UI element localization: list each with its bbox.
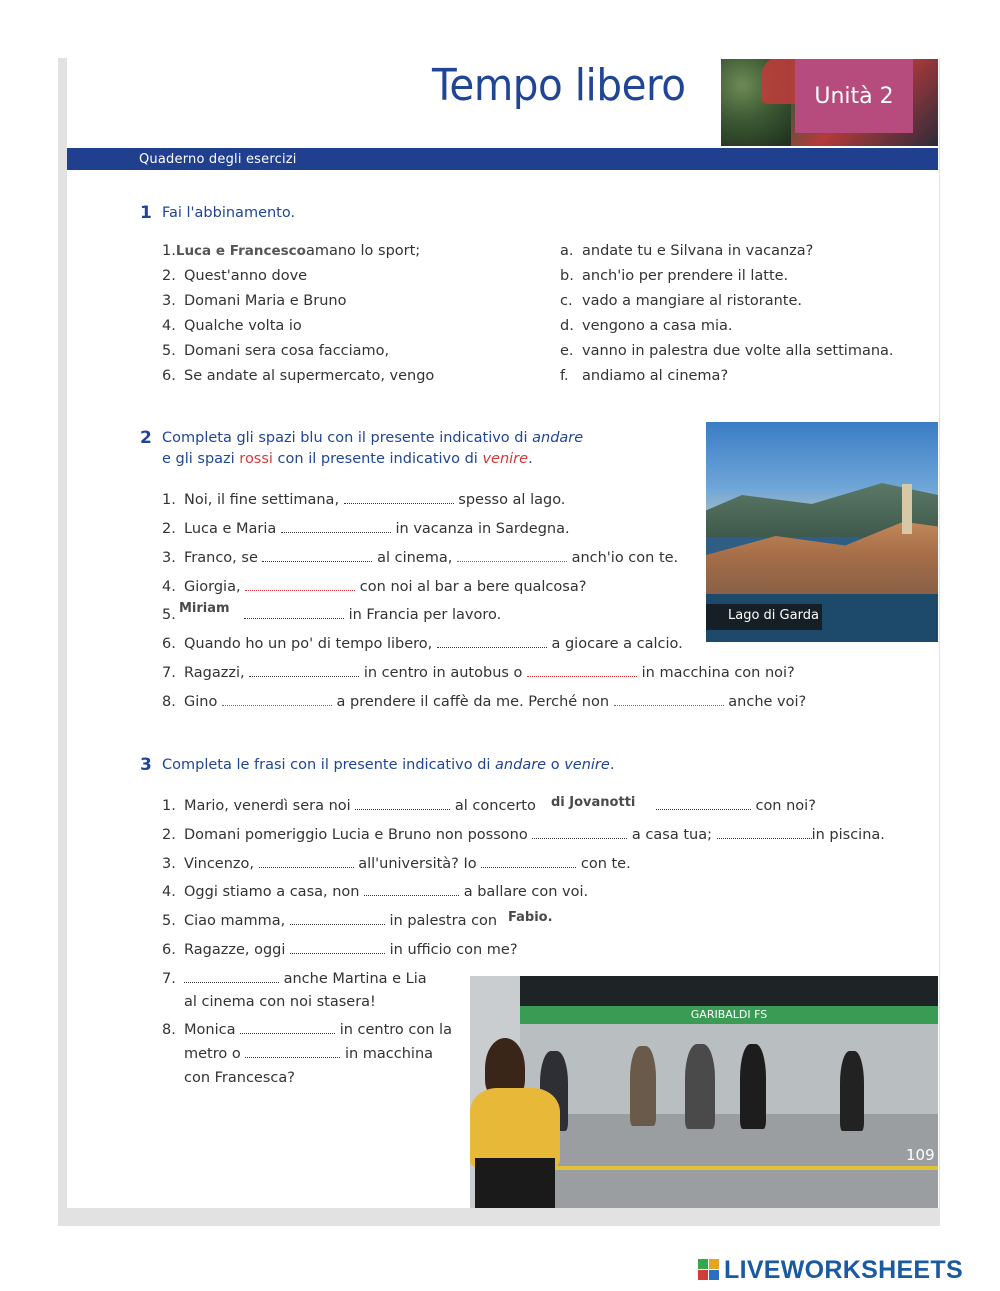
- ex3-item-7: 7. anche Martina e Lia: [162, 971, 427, 987]
- ex1-left-1-rest: amano lo sport;: [305, 243, 421, 259]
- ex2-blank-8b[interactable]: [614, 694, 724, 706]
- ex3-blank-8b[interactable]: [245, 1046, 340, 1058]
- exercise-1-number: 1: [140, 203, 152, 223]
- liveworksheets-brand[interactable]: LIVEWORKSHEETS: [724, 1256, 963, 1284]
- page-number: 109: [906, 1146, 935, 1164]
- ex2-blank-7b[interactable]: [527, 665, 637, 677]
- ex2-blank-7a[interactable]: [249, 665, 359, 677]
- ex1-right-d: d. vengono a casa mia.: [560, 318, 733, 334]
- ex1-right-a: a. andate tu e Silvana in vacanza?: [560, 243, 814, 259]
- ex1-right-f: f. andiamo al cinema?: [560, 368, 729, 384]
- ex1-left-5: 5. Domani sera cosa facciamo,: [162, 343, 390, 359]
- exercise-3-number: 3: [140, 755, 152, 775]
- ex3-item-3: 3. Vincenzo, all'università? Io con te.: [162, 856, 631, 872]
- ex2-blank-3a[interactable]: [262, 550, 372, 562]
- exercise-1-instruction: Fai l'abbinamento.: [162, 205, 296, 221]
- ex3-blank-7[interactable]: [184, 971, 279, 983]
- woman-yellow-coat: [470, 1038, 562, 1208]
- ex2-item-3: 3. Franco, se al cinema, anch'io con te.: [162, 550, 679, 566]
- photo-caption: Lago di Garda: [706, 604, 822, 630]
- ex1-right-c: c. vado a mangiare al ristorante.: [560, 293, 803, 309]
- ex3-blank-4[interactable]: [364, 884, 459, 896]
- ex1-left-4: 4. Qualche volta io: [162, 318, 302, 334]
- ex3-item-8-cont: metro o in macchina: [184, 1046, 434, 1062]
- ex3-blank-1b[interactable]: [656, 798, 751, 810]
- ex3-blank-5[interactable]: [290, 913, 385, 925]
- metro-sign: GARIBALDI FS: [520, 1006, 938, 1024]
- ex3-blank-1a[interactable]: [355, 798, 450, 810]
- ex3-blank-8a[interactable]: [240, 1022, 335, 1034]
- ex2-blank-5[interactable]: [244, 607, 344, 619]
- ex2-item-5: 5. in Francia per lavoro.: [162, 607, 502, 623]
- exercise-3-instruction: Completa le frasi con il presente indicativo di andare o venire.: [162, 757, 615, 773]
- ex1-left-1-filled: Luca e Francesco: [175, 243, 306, 259]
- ex3-item-1: 1. Mario, venerdì sera noi al concerto con noi?: [162, 798, 816, 814]
- ex3-item-7-cont: al cinema con noi stasera!: [184, 994, 376, 1010]
- ex1-left-3: 3. Domani Maria e Bruno: [162, 293, 347, 309]
- ex2-item-2: 2. Luca e Maria in vacanza in Sardegna.: [162, 521, 570, 537]
- ex1-left-1: [162, 242, 420, 260]
- ex3-item-8: 8. Monica in centro con la: [162, 1022, 452, 1038]
- ex2-item-6: 6. Quando ho un po' di tempo libero, a giocare a calcio.: [162, 636, 683, 652]
- ex3-blank-3b[interactable]: [481, 856, 576, 868]
- exercise-2-number: 2: [140, 428, 152, 448]
- ex3-item-8-end: con Francesca?: [184, 1070, 295, 1086]
- ex1-left-6: 6. Se andate al supermercato, vengo: [162, 368, 435, 384]
- ex1-right-b: b. anch'io per prendere il latte.: [560, 268, 789, 284]
- ex2-item-8: 8. Gino a prendere il caffè da me. Perché non anche voi?: [162, 694, 807, 710]
- ex3-answer-1[interactable]: di Jovanotti: [551, 795, 636, 810]
- section-band: Quaderno degli esercizi: [67, 148, 938, 170]
- ex2-item-7: 7. Ragazzi, in centro in autobus o in macchina con noi?: [162, 665, 795, 681]
- unit-badge: Unità 2: [795, 59, 913, 133]
- ex2-answer-5[interactable]: Miriam: [179, 601, 230, 616]
- ex2-blank-3b[interactable]: [457, 550, 567, 562]
- ex2-blank-6[interactable]: [437, 636, 547, 648]
- ex3-blank-6[interactable]: [290, 942, 385, 954]
- metro-photo: [470, 976, 938, 1208]
- ex3-item-6: 6. Ragazze, oggi in ufficio con me?: [162, 942, 518, 958]
- ex2-blank-1[interactable]: [344, 492, 454, 504]
- ex3-item-4: 4. Oggi stiamo a casa, non a ballare con voi.: [162, 884, 589, 900]
- ex3-blank-2b[interactable]: [717, 827, 812, 839]
- ex1-left-2: 2. Quest'anno dove: [162, 268, 308, 284]
- ex3-blank-2a[interactable]: [532, 827, 627, 839]
- ex2-blank-4[interactable]: [245, 579, 355, 591]
- exercise-2-instruction: Completa gli spazi blu con il presente indicativo di andare e gli spazi rossi con il presente indicativo di venire.: [162, 430, 584, 467]
- ex1-left-1-number: 1.: [162, 243, 176, 259]
- ex1-right-e: e. vanno in palestra due volte alla settimana.: [560, 343, 894, 359]
- page-title: Tempo libero: [432, 60, 686, 111]
- ex3-answer-5[interactable]: Fabio.: [508, 910, 553, 925]
- ex3-item-2: 2. Domani pomeriggio Lucia e Bruno non possono a casa tua; in piscina.: [162, 827, 885, 843]
- ex2-blank-2[interactable]: [281, 521, 391, 533]
- ex2-blank-8a[interactable]: [222, 694, 332, 706]
- ex3-blank-3a[interactable]: [259, 856, 354, 868]
- ex2-item-4: 4. Giorgia, con noi al bar a bere qualcosa?: [162, 579, 587, 595]
- ex3-item-5: 5. Ciao mamma, in palestra con: [162, 913, 498, 929]
- liveworksheets-logo-icon: [698, 1259, 720, 1281]
- ex2-item-1: 1. Noi, il fine settimana, spesso al lago.: [162, 492, 566, 508]
